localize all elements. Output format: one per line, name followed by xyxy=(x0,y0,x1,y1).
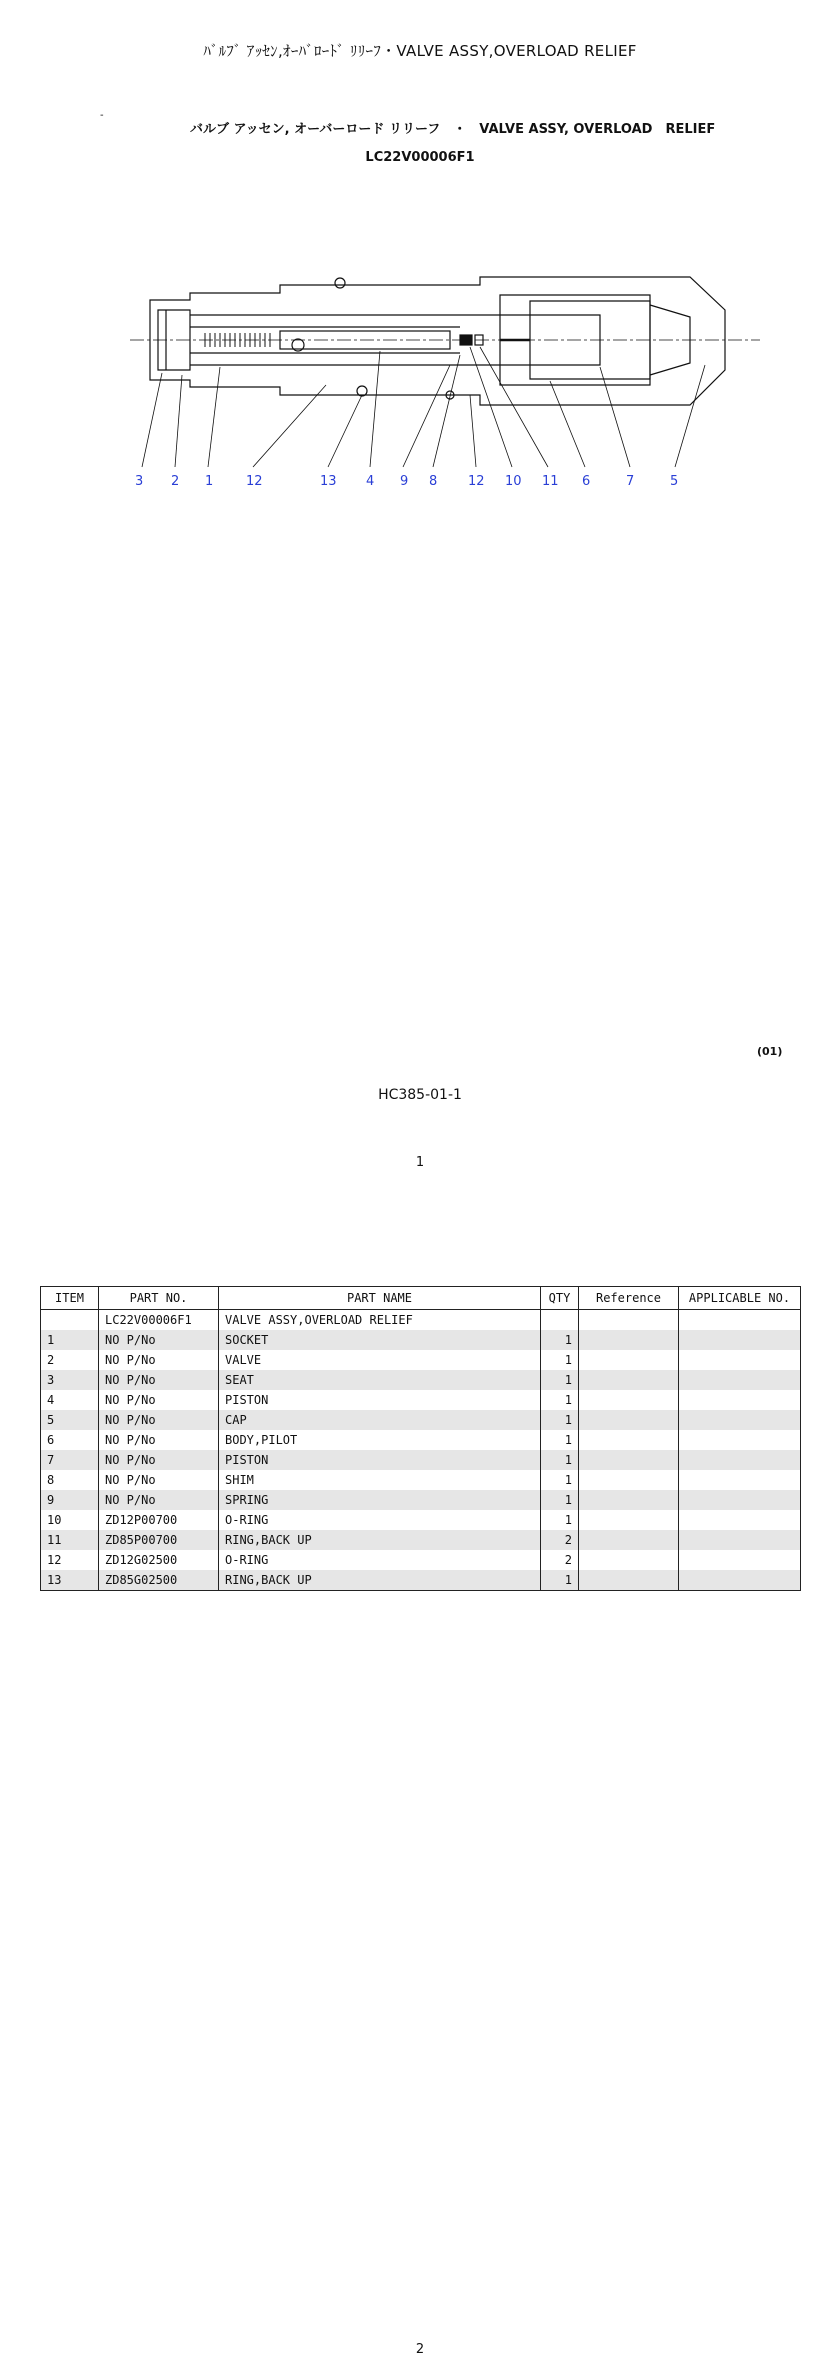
cell-reference xyxy=(579,1490,679,1510)
cell-reference xyxy=(579,1430,679,1450)
cell-item: 1 xyxy=(41,1330,99,1350)
table-row xyxy=(41,1330,801,1350)
cell-qty: 2 xyxy=(541,1550,579,1570)
callout-13: 13 xyxy=(320,474,337,489)
cell-applicable xyxy=(679,1430,801,1450)
cell-part-no: NO P/No xyxy=(99,1330,219,1350)
o-ring-top xyxy=(335,278,345,288)
cell-applicable xyxy=(679,1370,801,1390)
drawing-title: バルブ アッセン, オーバーロード リリーフ ・ VALVE ASSY, OVERLOAD RELIEF xyxy=(190,122,716,137)
table-row xyxy=(41,1310,801,1331)
table-row xyxy=(41,1470,801,1490)
cell-item: 6 xyxy=(41,1430,99,1450)
callout-5: 5 xyxy=(670,474,679,489)
cell-part-name: RING,BACK UP xyxy=(219,1530,541,1550)
table-row xyxy=(41,1450,801,1470)
cell-reference xyxy=(579,1450,679,1470)
table-row xyxy=(41,1370,801,1390)
table-row xyxy=(41,1350,801,1370)
callout-10: 10 xyxy=(505,474,522,489)
cell-item: 4 xyxy=(41,1390,99,1410)
cell-qty: 1 xyxy=(541,1410,579,1430)
sheet-code: HC385-01-1 xyxy=(378,1087,462,1103)
callout-9: 9 xyxy=(400,474,409,489)
callout-1: 1 xyxy=(205,474,214,489)
cell-reference xyxy=(579,1350,679,1370)
cell-part-name: O-RING xyxy=(219,1550,541,1570)
cell-part-no: ZD12G02500 xyxy=(99,1550,219,1570)
callout-12a: 12 xyxy=(246,474,263,489)
cell-qty: 1 xyxy=(541,1390,579,1410)
cell-item xyxy=(41,1310,99,1331)
cell-reference xyxy=(579,1570,679,1591)
cell-qty: 1 xyxy=(541,1370,579,1390)
spring-coils xyxy=(205,333,270,347)
callout-12b: 12 xyxy=(468,474,485,489)
cell-reference xyxy=(579,1370,679,1390)
parts-list-table xyxy=(40,1286,801,1591)
cell-part-no: ZD85P00700 xyxy=(99,1530,219,1550)
cell-reference xyxy=(579,1390,679,1410)
cell-part-name: SEAT xyxy=(219,1370,541,1390)
cell-qty: 1 xyxy=(541,1350,579,1370)
cell-part-name: BODY,PILOT xyxy=(219,1430,541,1450)
cell-part-no: NO P/No xyxy=(99,1350,219,1370)
cell-qty xyxy=(541,1310,579,1331)
table-row xyxy=(41,1550,801,1570)
cell-item: 12 xyxy=(41,1550,99,1570)
table-row xyxy=(41,1410,801,1430)
cell-applicable xyxy=(679,1510,801,1530)
cell-item: 5 xyxy=(41,1410,99,1430)
cell-applicable xyxy=(679,1390,801,1410)
cell-applicable xyxy=(679,1530,801,1550)
col-header-part-no: PART NO. xyxy=(99,1287,219,1310)
table-row xyxy=(41,1530,801,1550)
cell-qty: 1 xyxy=(541,1490,579,1510)
sheet-index: 1 xyxy=(415,1155,425,1170)
cell-applicable xyxy=(679,1570,801,1591)
cell-reference xyxy=(579,1330,679,1350)
cell-applicable xyxy=(679,1310,801,1331)
cell-applicable xyxy=(679,1490,801,1510)
col-header-item: ITEM xyxy=(41,1287,99,1310)
cell-part-no: ZD12P00700 xyxy=(99,1510,219,1530)
cell-item: 13 xyxy=(41,1570,99,1591)
cell-reference xyxy=(579,1550,679,1570)
cell-part-no: NO P/No xyxy=(99,1490,219,1510)
cell-applicable xyxy=(679,1410,801,1430)
table-row xyxy=(41,1430,801,1450)
cell-part-name: VALVE xyxy=(219,1350,541,1370)
cell-part-name: SOCKET xyxy=(219,1330,541,1350)
cell-part-name: RING,BACK UP xyxy=(219,1570,541,1591)
cell-qty: 1 xyxy=(541,1430,579,1450)
callout-4: 4 xyxy=(366,474,375,489)
revision-code: (01) xyxy=(757,1045,783,1058)
table-row xyxy=(41,1490,801,1510)
cell-item: 2 xyxy=(41,1350,99,1370)
cell-qty: 1 xyxy=(541,1330,579,1350)
cell-applicable xyxy=(679,1450,801,1470)
valve-body-outline xyxy=(150,277,725,405)
cell-reference xyxy=(579,1410,679,1430)
cell-part-name: PISTON xyxy=(219,1390,541,1410)
cell-applicable xyxy=(679,1350,801,1370)
cell-qty: 1 xyxy=(541,1510,579,1530)
cell-qty: 1 xyxy=(541,1450,579,1470)
cell-item: 7 xyxy=(41,1450,99,1470)
cell-reference xyxy=(579,1470,679,1490)
col-header-reference: Reference xyxy=(579,1287,679,1310)
cell-item: 11 xyxy=(41,1530,99,1550)
col-header-applicable: APPLICABLE NO. xyxy=(679,1287,801,1310)
cell-part-name: O-RING xyxy=(219,1510,541,1530)
callout-6: 6 xyxy=(582,474,591,489)
cell-part-no: LC22V00006F1 xyxy=(99,1310,219,1331)
callout-7: 7 xyxy=(626,474,635,489)
backup-ring xyxy=(460,335,472,345)
cell-part-name: SPRING xyxy=(219,1490,541,1510)
cell-part-no: NO P/No xyxy=(99,1390,219,1410)
cell-item: 10 xyxy=(41,1510,99,1530)
cell-applicable xyxy=(679,1470,801,1490)
stray-mark: - xyxy=(100,110,104,121)
cell-item: 8 xyxy=(41,1470,99,1490)
page-header-title: ﾊﾞﾙﾌﾞ ｱｯｾﾝ,ｵｰﾊﾞﾛｰﾄﾞ ﾘﾘｰﾌ・VALVE ASSY,OVERLOAD RELIEF xyxy=(203,42,637,60)
callout-8: 8 xyxy=(429,474,438,489)
table-row xyxy=(41,1390,801,1410)
table-header-row xyxy=(41,1287,801,1310)
cell-qty: 1 xyxy=(541,1470,579,1490)
drawing-part-code: LC22V00006F1 xyxy=(365,150,475,165)
cell-reference xyxy=(579,1510,679,1530)
callout-3: 3 xyxy=(135,474,144,489)
cell-part-no: NO P/No xyxy=(99,1450,219,1470)
callout-labels xyxy=(135,474,678,489)
col-header-qty: QTY xyxy=(541,1287,579,1310)
callout-2: 2 xyxy=(171,474,180,489)
cell-part-no: ZD85G02500 xyxy=(99,1570,219,1591)
cell-reference xyxy=(579,1310,679,1331)
cell-applicable xyxy=(679,1330,801,1350)
cell-qty: 2 xyxy=(541,1530,579,1550)
valve-cross-section-diagram xyxy=(130,255,760,495)
cell-reference xyxy=(579,1530,679,1550)
table-row xyxy=(41,1570,801,1591)
cell-part-name: CAP xyxy=(219,1410,541,1430)
cell-part-name: PISTON xyxy=(219,1450,541,1470)
cell-part-no: NO P/No xyxy=(99,1370,219,1390)
callout-11: 11 xyxy=(542,474,559,489)
table-row xyxy=(41,1510,801,1530)
col-header-part-name: PART NAME xyxy=(219,1287,541,1310)
cell-part-name: SHIM xyxy=(219,1470,541,1490)
cell-applicable xyxy=(679,1550,801,1570)
cell-part-no: NO P/No xyxy=(99,1410,219,1430)
cell-item: 3 xyxy=(41,1370,99,1390)
cell-qty: 1 xyxy=(541,1570,579,1591)
cell-part-name: VALVE ASSY,OVERLOAD RELIEF xyxy=(219,1310,541,1331)
page-number: 2 xyxy=(415,2342,425,2357)
cell-item: 9 xyxy=(41,1490,99,1510)
cell-part-no: NO P/No xyxy=(99,1430,219,1450)
cell-part-no: NO P/No xyxy=(99,1470,219,1490)
